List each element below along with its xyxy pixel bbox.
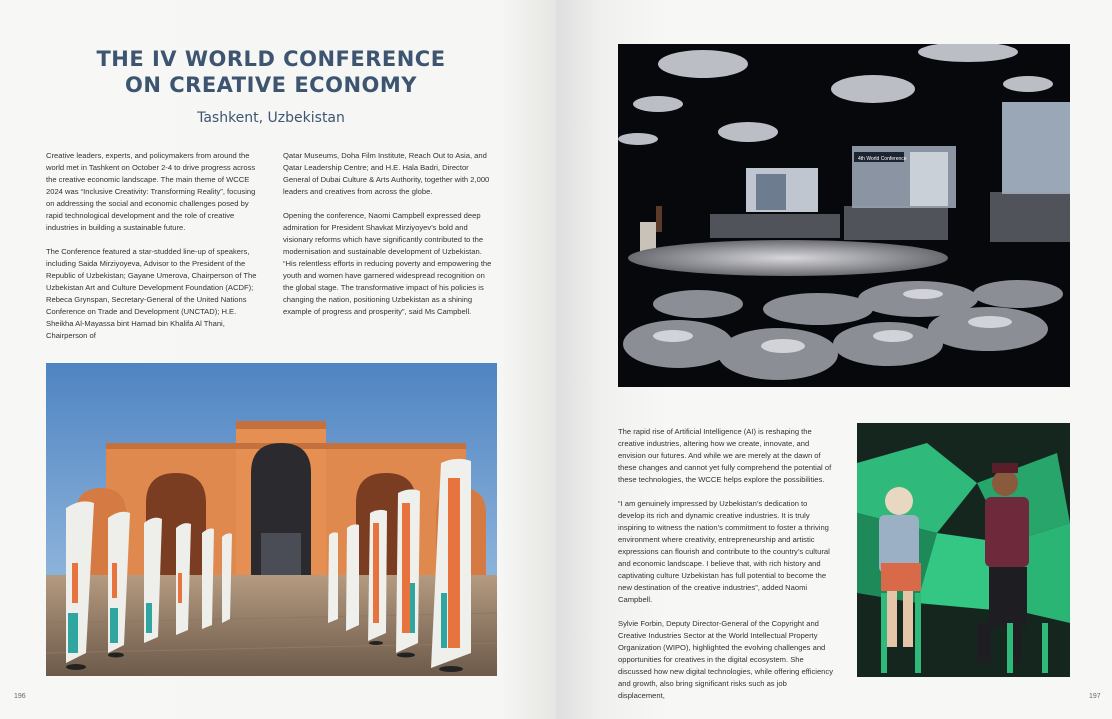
panel-photo-illustration	[857, 423, 1070, 677]
text-column-right	[618, 426, 834, 714]
page-number-left: 196	[14, 693, 26, 700]
stage-photo	[618, 44, 1070, 387]
paragraph: The Conference featured a star-studded line-up of speakers, including Saida Mirziyoyeva, Advisor to the President of the Republic of Uzbekistan; Gayane Umerova, Chairperson of The Uzbekistan Art and Culture Development Foundation (ACDF); Rebeca Grynspan, Secretary-General of the United Nations Conference on Trade and Development (UNCTAD); H.E. Sheikha Al-Mayassa bint Hamad bin Khalifa Al Thani, Chairperson of	[46, 247, 257, 340]
paragraph: Creative leaders, experts, and policymakers from around the world met in Tashkent on October 2-4 to drive progress across the creative economic landscape. The main theme of WCCE 2024 was “Inclusive Creativity: Transforming Reality”, focusing on addressing the social and economic challenges posed by rapid technological development and the role of creative industries in building a sustainable future.	[46, 151, 256, 232]
stage-screen-text: 4th World Conference	[858, 156, 907, 162]
paragraph: Sylvie Forbin, Deputy Director-General of the Copyright and Creative Industries Sector at the World Intellectual Property Organization (WIPO), highlighted the evolving challenges and opportunities for creatives in the digital ecosystem. She discussed how new digital technologies, while offering efficiency and growth, also bring significant risks such as job displacement,	[618, 619, 834, 700]
paragraph: “I am genuinely impressed by Uzbekistan’s dedication to develop its rich and dynamic creative industries. It is truly inspiring to witness the nation’s commitment to foster a thriving environment where creativity, entrepreneurship and artistic expressions can flourish and contribute to the country’s cultural and economic landscape. I believe that, with rich history and captivating culture Uzbekistan has full potential to become the new destination of the creative industries”, added Naomi Campbell.	[618, 499, 830, 604]
panel-photo	[857, 423, 1070, 677]
text-column-1	[46, 150, 260, 354]
title-line-1: THE IV WORLD CONFERENCE	[96, 47, 446, 71]
page-number-right: 197	[1089, 693, 1101, 700]
stage-photo-illustration	[618, 44, 1070, 387]
venue-photo	[46, 363, 497, 676]
title-line-2: ON CREATIVE ECONOMY	[125, 73, 417, 97]
article-title	[46, 46, 496, 98]
article-subtitle: Tashkent, Uzbekistan	[197, 110, 345, 126]
paragraph: Opening the conference, Naomi Campbell expressed deep admiration for President Shavkat Mirziyoyev’s bold and visionary reforms which have significantly contributed to the modernisation and sustainable development of Uzbekistan. “His relentless efforts in reducing poverty and empowering the youth and women have garnered widespread recognition on the global stage. The transformative impact of his policies is changing the nation, positioning Uzbekistan as a shining example of progress and prosperity”, said Ms Campbell.	[283, 211, 492, 316]
paragraph: Qatar Museums, Doha Film Institute, Reach Out to Asia, and Qatar Leadership Centre; and H.E. Hala Badri, Director General of Dubai Culture & Arts Authority, together with 2,000 leaders and creatives from across the globe.	[283, 151, 490, 196]
paragraph: The rapid rise of Artificial Intelligence (AI) is reshaping the creative industries, altering how we create, innovate, and envision our futures. And while we are merely at the dawn of these changes and cannot yet fully comprehend the potential of these technologies, the WCCE helps explore the possibilities.	[618, 427, 832, 484]
text-column-2	[283, 150, 497, 330]
venue-photo-illustration	[46, 363, 497, 676]
